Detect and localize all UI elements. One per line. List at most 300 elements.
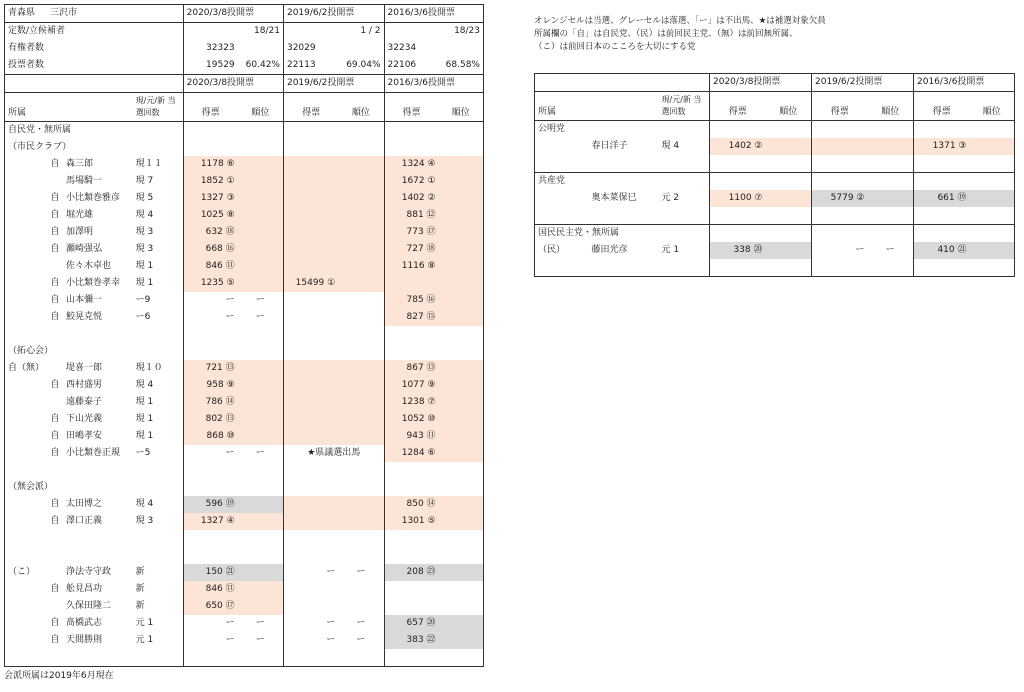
election-subheader-2016: 2016/3/6投開票 [384, 75, 483, 93]
rank-2019 [338, 428, 384, 445]
votes-2020: 721 ⑬ [183, 360, 238, 377]
votes-2020 [710, 259, 766, 277]
rank-2016 [439, 343, 484, 360]
rank-2016 [970, 121, 1015, 139]
party-mark: 自 [50, 448, 60, 458]
affiliation-cell [5, 207, 48, 224]
party-mark: 自 [50, 193, 60, 203]
stats-2019-a: 22113 [286, 60, 316, 70]
rank-2020 [238, 479, 284, 496]
rank-2016 [439, 156, 484, 173]
party-mark [573, 155, 589, 173]
party-mark: 自 [50, 635, 60, 645]
votes-2016: 1052 ⑩ [384, 411, 439, 428]
affiliation-cell [5, 496, 48, 513]
votes-2019 [812, 138, 868, 155]
candidate-row [5, 377, 484, 394]
rank-2020 [766, 259, 812, 277]
rank-2020 [238, 190, 284, 207]
stats-2016-b: 68.58% [439, 57, 484, 75]
affiliation-cell [535, 155, 573, 173]
rank-2020: ー [238, 615, 284, 632]
votes-2020: ー [225, 618, 235, 628]
candidate-name [589, 155, 659, 173]
votes-2019 [283, 156, 338, 173]
votes-2020: 846 ⑪ [183, 581, 238, 598]
affiliation-cell: 国民民主党・無所属 [535, 225, 659, 243]
votes-2020: ー [225, 448, 235, 458]
rank-2020 [238, 598, 284, 615]
votes-2016: 1116 ⑧ [384, 258, 439, 275]
votes-2019: 5779 ② [812, 190, 868, 207]
affiliation-cell: （こ） [5, 564, 48, 581]
rank-2020 [238, 496, 284, 513]
votes-2016: 1672 ① [384, 173, 439, 190]
stats-2020-b [238, 40, 284, 57]
stats-2020-a: 19529 [206, 60, 235, 70]
party-mark [47, 649, 63, 667]
side-election-header-2019: 2019/6/2投開票 [812, 74, 914, 92]
rank-2019 [338, 139, 384, 156]
votes-2016 [384, 598, 439, 615]
votes-2020: 802 ⑬ [183, 411, 238, 428]
candidate-row [535, 121, 1015, 139]
status-cell [133, 139, 183, 156]
col-rank-2016: 順位 [439, 93, 484, 122]
rank-2020 [238, 173, 284, 190]
votes-2019 [283, 649, 338, 667]
rank-2016 [439, 462, 484, 479]
rank-2016 [439, 139, 484, 156]
affiliation-cell [535, 138, 573, 155]
candidate-row [535, 155, 1015, 173]
rank-2016 [439, 428, 484, 445]
candidate-row [5, 598, 484, 615]
rank-2016 [439, 173, 484, 190]
stats-label: 定数/立候補者 [5, 23, 184, 41]
candidate-name: 堤喜一郎 [65, 363, 102, 373]
party-mark [573, 207, 589, 225]
candidate-name: 浄法寺守政 [65, 567, 111, 577]
candidate-name: 奥本菜保巳 [591, 193, 637, 203]
candidate-name [589, 259, 659, 277]
candidate-row [535, 242, 1015, 259]
status-cell: 現 4 [133, 377, 183, 394]
rank-2020 [238, 649, 284, 667]
affiliation-cell [5, 224, 48, 241]
votes-2019 [283, 530, 338, 547]
rank-2016 [439, 122, 484, 140]
rank-2019 [338, 343, 384, 360]
stats-2019-a: 32029 [286, 43, 316, 53]
votes-2016: 881 ⑫ [384, 207, 439, 224]
status-cell: 現 7 [133, 173, 183, 190]
affiliation-cell [5, 615, 48, 632]
affiliation-cell: 自民党・無所属 [5, 122, 133, 140]
rank-2019 [338, 462, 384, 479]
candidate-name: 西村盛男 [65, 380, 102, 390]
rank-2020 [238, 139, 284, 156]
status-cell: 現１０ [133, 360, 183, 377]
status-cell: 現 1 [133, 428, 183, 445]
votes-2016: 1324 ④ [384, 156, 439, 173]
candidate-name: 加澤明 [65, 227, 93, 237]
votes-2019: ー [326, 635, 336, 645]
party-mark: 自 [50, 295, 60, 305]
rank-2020 [238, 224, 284, 241]
stats-2016-a: 32234 [387, 43, 417, 53]
candidate-row [5, 190, 484, 207]
status-cell [659, 173, 710, 191]
rank-2020 [766, 138, 812, 155]
footnote: 会派所属は2019年6月現在 [4, 671, 114, 681]
status-cell [659, 225, 710, 243]
candidate-name: 舩見昌功 [65, 584, 102, 594]
election-header-2019: 2019/6/2投開票 [283, 5, 384, 23]
party-mark [47, 258, 63, 275]
note-line: （こ）は前回日本のこころを大切にする党 [534, 42, 696, 52]
votes-2019 [812, 173, 868, 191]
candidate-name: 小比類巻孝幸 [65, 278, 120, 288]
candidate-name [63, 649, 133, 667]
rank-2016 [439, 377, 484, 394]
votes-2016 [384, 139, 439, 156]
rank-2016 [439, 513, 484, 530]
affiliation-cell [5, 462, 48, 479]
rank-2019 [338, 479, 384, 496]
status-cell: 元 1 [659, 242, 710, 259]
rank-2020 [238, 326, 284, 343]
affiliation-cell [5, 445, 48, 462]
votes-2016 [384, 326, 439, 343]
affiliation-cell [5, 326, 48, 343]
votes-2020: 1025 ⑧ [183, 207, 238, 224]
col-votes-2016: 得票 [402, 108, 421, 118]
status-cell: ー6 [133, 309, 183, 326]
side-results-table [534, 73, 1018, 277]
rank-2020 [238, 275, 284, 292]
affiliation-cell [5, 292, 48, 309]
votes-2019 [283, 496, 338, 513]
stats-2019-a [283, 23, 338, 41]
rank-2016 [439, 411, 484, 428]
rank-2016 [439, 207, 484, 224]
affiliation-cell [5, 377, 48, 394]
votes-2020 [710, 225, 766, 243]
rank-2019 [338, 377, 384, 394]
candidate-name: 小比類巻雅彦 [65, 193, 120, 203]
rank-2019 [338, 309, 384, 326]
votes-2016 [384, 343, 439, 360]
rank-2016 [970, 259, 1015, 277]
stats-2020-a [183, 23, 238, 41]
status-cell [133, 326, 183, 343]
rank-2020: ー [238, 445, 284, 462]
rank-2020 [238, 462, 284, 479]
rank-2016 [439, 224, 484, 241]
col-affiliation: 所属 [5, 93, 133, 122]
votes-2016 [384, 479, 439, 496]
votes-2016: 867 ⑬ [384, 360, 439, 377]
party-mark [47, 394, 63, 411]
votes-2016: 827 ⑮ [384, 309, 439, 326]
rank-2019 [338, 360, 384, 377]
side-col-affiliation: 所属 [535, 92, 659, 121]
votes-2019 [283, 479, 338, 496]
affiliation-cell [5, 258, 48, 275]
status-cell: 現 5 [133, 190, 183, 207]
candidate-row [5, 156, 484, 173]
votes-2019: 15499 ① [283, 275, 338, 292]
rank-2020 [238, 241, 284, 258]
rank-2019 [338, 241, 384, 258]
party-mark [47, 462, 63, 479]
rank-2020 [238, 581, 284, 598]
rank-2019 [338, 207, 384, 224]
candidate-name: 天間勝則 [65, 635, 102, 645]
votes-2019 [283, 207, 338, 224]
rank-2019 [338, 547, 384, 564]
votes-2019: ー [326, 618, 336, 628]
rank-2019 [338, 326, 384, 343]
votes-2020: 150 ㉑ [183, 564, 238, 581]
votes-2019 [283, 428, 338, 445]
candidate-row [5, 513, 484, 530]
rank-2019 [868, 121, 914, 139]
votes-2016 [914, 121, 970, 139]
candidate-row [5, 258, 484, 275]
rank-2019 [338, 513, 384, 530]
rank-2016 [439, 632, 484, 649]
affiliation-cell [5, 309, 48, 326]
prefecture-cell: 青森県 [5, 5, 48, 23]
party-mark [47, 564, 63, 581]
candidate-name: 藤田光彦 [591, 245, 628, 255]
status-cell [133, 479, 183, 496]
votes-2020 [183, 326, 238, 343]
col-votes-2019: 得票 [302, 108, 321, 118]
candidate-name: 田嶋孝安 [65, 431, 102, 441]
rank-2019 [338, 496, 384, 513]
party-mark [47, 598, 63, 615]
rank-2016 [439, 581, 484, 598]
rank-2016 [439, 241, 484, 258]
party-mark [573, 138, 589, 155]
votes-2020 [183, 479, 238, 496]
stats-2016-b: 18/23 [439, 23, 484, 41]
votes-2019 [283, 462, 338, 479]
candidate-row [535, 225, 1015, 243]
votes-2016: 1402 ② [384, 190, 439, 207]
rank-2019 [338, 394, 384, 411]
candidate-row [5, 173, 484, 190]
rank-2016 [970, 173, 1015, 191]
side-col-rank-2016: 順位 [970, 92, 1015, 121]
rank-2020 [238, 530, 284, 547]
election-subheader-2020: 2020/3/8投開票 [183, 75, 283, 93]
candidate-row [5, 479, 484, 496]
status-cell: 元 1 [133, 632, 183, 649]
votes-2020 [183, 547, 238, 564]
affiliation-cell [535, 207, 573, 225]
party-mark: 自 [50, 380, 60, 390]
candidate-row [5, 411, 484, 428]
votes-2019 [283, 377, 338, 394]
votes-2020: 1327 ④ [183, 513, 238, 530]
votes-2019 [283, 258, 338, 275]
party-mark [47, 326, 63, 343]
candidate-row [535, 190, 1015, 207]
status-cell [659, 155, 710, 173]
side-col-status: 現/元/新 当選回数 [659, 92, 710, 121]
rank-2020 [238, 428, 284, 445]
votes-2016: 657 ⑳ [384, 615, 439, 632]
votes-2016 [384, 547, 439, 564]
votes-2016 [914, 155, 970, 173]
status-cell [133, 547, 183, 564]
status-cell: 元 2 [659, 190, 710, 207]
side-col-rank-2019: 順位 [868, 92, 914, 121]
status-cell: 現 4 [133, 496, 183, 513]
stats-row [5, 57, 484, 75]
candidate-name: 堀光雄 [65, 210, 93, 220]
votes-2020: 338 ⑳ [710, 242, 766, 259]
rank-2016 [439, 394, 484, 411]
rank-2019 [338, 173, 384, 190]
rank-2016 [439, 547, 484, 564]
votes-2016 [914, 259, 970, 277]
candidate-name: 鮫晃克悦 [65, 312, 102, 322]
party-mark [573, 190, 589, 207]
rank-2019 [868, 190, 914, 207]
status-cell [659, 121, 710, 139]
rank-2016 [439, 445, 484, 462]
votes-2019 [283, 411, 338, 428]
affiliation-cell [5, 428, 48, 445]
candidate-row [5, 428, 484, 445]
rank-2016 [439, 649, 484, 667]
rank-2019 [338, 649, 384, 667]
affiliation-cell [5, 173, 48, 190]
rank-2016 [439, 564, 484, 581]
stats-2019-b: 1 / 2 [338, 23, 384, 41]
votes-2019 [283, 360, 338, 377]
votes-2016 [914, 207, 970, 225]
votes-2016: 383 ㉒ [384, 632, 439, 649]
rank-2020 [238, 394, 284, 411]
rank-2016 [970, 225, 1015, 243]
stats-2019-b [338, 40, 384, 57]
candidate-name [589, 207, 659, 225]
rank-2016 [970, 190, 1015, 207]
rank-2016 [439, 292, 484, 309]
votes-2019 [812, 121, 868, 139]
candidate-row [5, 564, 484, 581]
election-header-2016: 2016/3/6投開票 [384, 5, 483, 23]
votes-2020 [183, 530, 238, 547]
side-election-header-2016: 2016/3/6投開票 [914, 74, 1015, 92]
rank-2019: ー [338, 615, 384, 632]
candidate-row [535, 207, 1015, 225]
party-mark [47, 173, 63, 190]
affiliation-cell [535, 259, 573, 277]
side-table [534, 73, 1015, 277]
candidate-row [5, 292, 484, 309]
candidate-name: 佐々木卓也 [65, 261, 111, 271]
affiliation-cell: （無会派） [5, 479, 133, 496]
votes-2016: 1238 ⑦ [384, 394, 439, 411]
votes-2016: 850 ⑭ [384, 496, 439, 513]
rank-2019 [868, 207, 914, 225]
affiliation-cell [5, 530, 48, 547]
rank-2020 [238, 513, 284, 530]
votes-2016 [914, 173, 970, 191]
note-line: オレンジセルは当選、グレーセルは落選、「ー」は不出馬、★は補選対象欠員 [534, 16, 826, 26]
rank-2020 [238, 564, 284, 581]
candidate-name: 馬場騎一 [65, 176, 102, 186]
affiliation-cell: 自（無） [5, 360, 48, 377]
candidate-row [5, 207, 484, 224]
rank-2020 [766, 173, 812, 191]
rank-2019 [868, 225, 914, 243]
candidate-row [5, 224, 484, 241]
candidate-row [535, 173, 1015, 191]
candidate-row [5, 547, 484, 564]
affiliation-cell [5, 411, 48, 428]
candidate-name: 小比類巻正規 [65, 448, 120, 458]
status-cell [659, 259, 710, 277]
status-cell: 現 1 [133, 258, 183, 275]
affiliation-cell [5, 156, 48, 173]
status-cell: 現 1 [133, 275, 183, 292]
rank-2020 [238, 377, 284, 394]
rank-2019 [338, 530, 384, 547]
rank-2019 [868, 259, 914, 277]
affiliation-cell: （拓心会） [5, 343, 133, 360]
rank-2016 [970, 242, 1015, 259]
stats-row [5, 23, 484, 41]
stats-label: 投票者数 [5, 57, 184, 75]
affiliation-cell [5, 632, 48, 649]
election-header-2020: 2020/3/8投開票 [183, 5, 283, 23]
affiliation-cell [5, 649, 48, 667]
rank-2019 [868, 155, 914, 173]
votes-2020: ー [225, 312, 235, 322]
status-cell: 現 1 [133, 394, 183, 411]
votes-2020: 650 ⑰ [183, 598, 238, 615]
side-col-votes-2020: 得票 [728, 107, 747, 117]
main-results-table [4, 4, 484, 667]
candidate-name: 瀬崎强弘 [65, 244, 102, 254]
votes-2020: 1178 ⑥ [183, 156, 238, 173]
votes-2016: 208 ㉓ [384, 564, 439, 581]
stats-row [5, 40, 484, 57]
votes-2019 [283, 326, 338, 343]
affiliation-cell [5, 190, 48, 207]
candidate-row [535, 138, 1015, 155]
col-votes-2020: 得票 [201, 108, 220, 118]
party-mark [47, 547, 63, 564]
rank-2016 [439, 258, 484, 275]
rank-2019 [338, 156, 384, 173]
party-mark [573, 259, 589, 277]
status-cell: 現 4 [133, 207, 183, 224]
rank-2020 [238, 207, 284, 224]
votes-2020: 1402 ② [710, 138, 766, 155]
votes-2019 [283, 309, 338, 326]
votes-2020 [710, 173, 766, 191]
affiliation-cell: （市民クラブ） [5, 139, 133, 156]
